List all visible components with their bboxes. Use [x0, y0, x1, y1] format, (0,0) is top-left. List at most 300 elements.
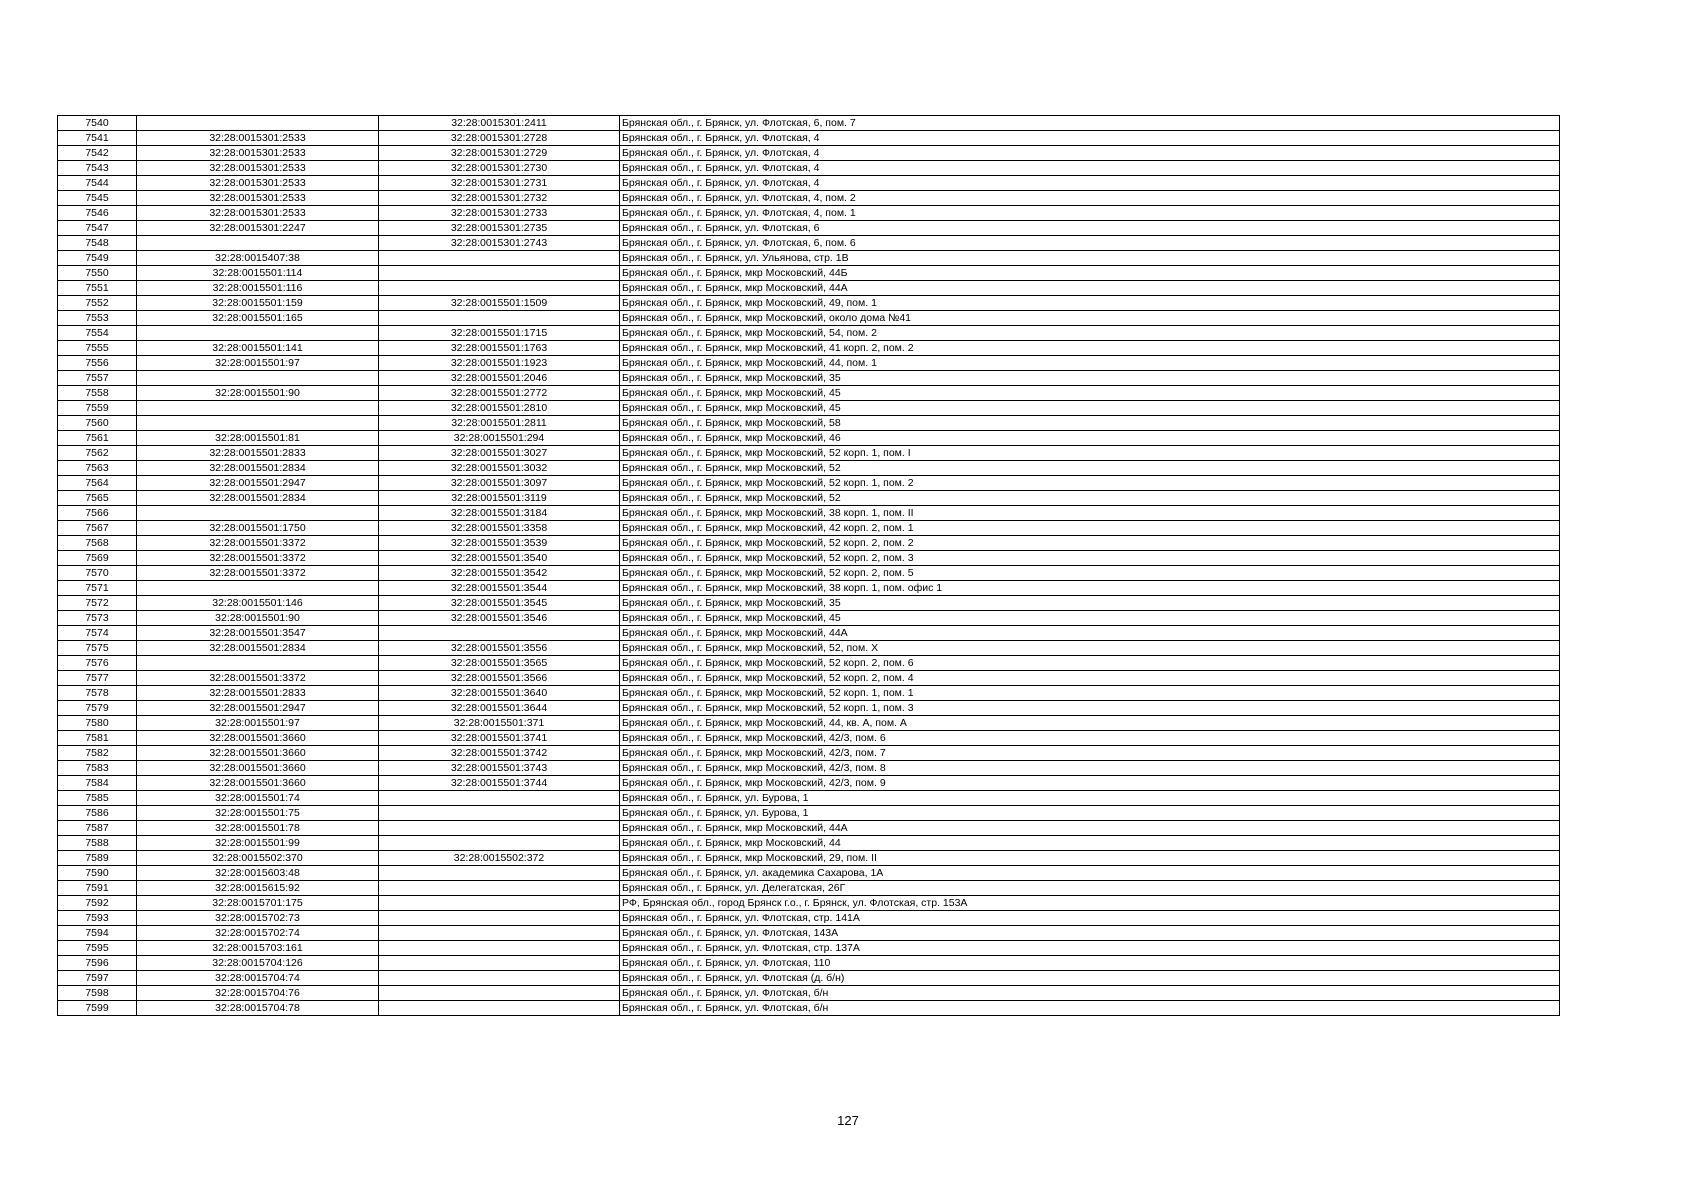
- row-number-cell: 7547: [58, 221, 137, 236]
- row-number-cell: 7552: [58, 296, 137, 311]
- object-number-cell: 32:28:0015501:3742: [379, 746, 620, 761]
- row-number-cell: 7560: [58, 416, 137, 431]
- table-row: [58, 716, 1560, 731]
- parcel-number-cell: 32:28:0015501:3547: [137, 626, 379, 641]
- row-number-cell: 7545: [58, 191, 137, 206]
- address-cell: Брянская обл., г. Брянск, ул. Флотская, 143А: [620, 926, 1560, 941]
- address-cell: Брянская обл., г. Брянск, ул. Бурова, 1: [620, 791, 1560, 806]
- row-number-cell: 7590: [58, 866, 137, 881]
- object-number-cell: 32:28:0015301:2411: [379, 116, 620, 131]
- table-row: [58, 521, 1560, 536]
- object-number-cell: [379, 281, 620, 296]
- address-cell: Брянская обл., г. Брянск, мкр Московский, 46: [620, 431, 1560, 446]
- row-number-cell: 7597: [58, 971, 137, 986]
- table-row: [58, 791, 1560, 806]
- row-number-cell: 7553: [58, 311, 137, 326]
- table-row: [58, 266, 1560, 281]
- address-cell: Брянская обл., г. Брянск, ул. Делегатская, 26Г: [620, 881, 1560, 896]
- object-number-cell: [379, 836, 620, 851]
- address-cell: Брянская обл., г. Брянск, мкр Московский, 44, кв. А, пом. А: [620, 716, 1560, 731]
- row-number-cell: 7567: [58, 521, 137, 536]
- table-row: [58, 251, 1560, 266]
- row-number-cell: 7582: [58, 746, 137, 761]
- object-number-cell: 32:28:0015501:3744: [379, 776, 620, 791]
- address-cell: Брянская обл., г. Брянск, мкр Московский, 44А: [620, 281, 1560, 296]
- row-number-cell: 7554: [58, 326, 137, 341]
- parcel-number-cell: 32:28:0015703:161: [137, 941, 379, 956]
- table-row: [58, 701, 1560, 716]
- parcel-number-cell: 32:28:0015704:74: [137, 971, 379, 986]
- parcel-number-cell: 32:28:0015501:3372: [137, 551, 379, 566]
- address-cell: Брянская обл., г. Брянск, ул. Флотская, 4: [620, 146, 1560, 161]
- table-row: [58, 491, 1560, 506]
- table-row: [58, 446, 1560, 461]
- object-number-cell: 32:28:0015501:3566: [379, 671, 620, 686]
- parcel-number-cell: 32:28:0015301:2533: [137, 191, 379, 206]
- address-cell: Брянская обл., г. Брянск, ул. Флотская, 4: [620, 176, 1560, 191]
- row-number-cell: 7549: [58, 251, 137, 266]
- object-number-cell: 32:28:0015501:3544: [379, 581, 620, 596]
- parcel-number-cell: [137, 581, 379, 596]
- object-number-cell: [379, 266, 620, 281]
- table-row: [58, 851, 1560, 866]
- parcel-number-cell: 32:28:0015501:78: [137, 821, 379, 836]
- address-cell: Брянская обл., г. Брянск, мкр Московский, 54, пом. 2: [620, 326, 1560, 341]
- address-cell: Брянская обл., г. Брянск, ул. Бурова, 1: [620, 806, 1560, 821]
- parcel-number-cell: 32:28:0015701:175: [137, 896, 379, 911]
- address-cell: Брянская обл., г. Брянск, мкр Московский, 38 корп. 1, пом. офис 1: [620, 581, 1560, 596]
- object-number-cell: [379, 866, 620, 881]
- row-number-cell: 7586: [58, 806, 137, 821]
- row-number-cell: 7574: [58, 626, 137, 641]
- object-number-cell: [379, 941, 620, 956]
- row-number-cell: 7571: [58, 581, 137, 596]
- row-number-cell: 7580: [58, 716, 137, 731]
- object-number-cell: 32:28:0015501:3027: [379, 446, 620, 461]
- row-number-cell: 7570: [58, 566, 137, 581]
- object-number-cell: [379, 911, 620, 926]
- parcel-number-cell: 32:28:0015501:97: [137, 716, 379, 731]
- table-row: [58, 281, 1560, 296]
- parcel-number-cell: 32:28:0015501:3372: [137, 671, 379, 686]
- parcel-number-cell: 32:28:0015501:116: [137, 281, 379, 296]
- object-number-cell: 32:28:0015501:1715: [379, 326, 620, 341]
- parcel-number-cell: 32:28:0015501:159: [137, 296, 379, 311]
- table-row: [58, 311, 1560, 326]
- object-number-cell: 32:28:0015501:2810: [379, 401, 620, 416]
- table-row: [58, 461, 1560, 476]
- row-number-cell: 7568: [58, 536, 137, 551]
- address-cell: РФ, Брянская обл., город Брянск г.о., г. Брянск, ул. Флотская, стр. 153А: [620, 896, 1560, 911]
- address-cell: Брянская обл., г. Брянск, мкр Московский, 35: [620, 371, 1560, 386]
- object-number-cell: 32:28:0015501:3546: [379, 611, 620, 626]
- page-number: 127: [837, 1113, 859, 1128]
- address-cell: Брянская обл., г. Брянск, мкр Московский, 42/3, пом. 6: [620, 731, 1560, 746]
- row-number-cell: 7588: [58, 836, 137, 851]
- row-number-cell: 7550: [58, 266, 137, 281]
- table-row: [58, 356, 1560, 371]
- object-number-cell: 32:28:0015501:3184: [379, 506, 620, 521]
- object-number-cell: 32:28:0015501:3565: [379, 656, 620, 671]
- parcel-number-cell: 32:28:0015704:78: [137, 1001, 379, 1016]
- table-row: [58, 746, 1560, 761]
- parcel-number-cell: 32:28:0015501:1750: [137, 521, 379, 536]
- row-number-cell: 7592: [58, 896, 137, 911]
- parcel-number-cell: 32:28:0015501:3660: [137, 776, 379, 791]
- parcel-number-cell: [137, 371, 379, 386]
- parcel-number-cell: 32:28:0015702:74: [137, 926, 379, 941]
- object-number-cell: [379, 971, 620, 986]
- address-cell: Брянская обл., г. Брянск, мкр Московский, 52 корп. 2, пом. 5: [620, 566, 1560, 581]
- parcel-number-cell: [137, 506, 379, 521]
- object-number-cell: [379, 251, 620, 266]
- address-cell: Брянская обл., г. Брянск, мкр Московский, 52 корп. 2, пом. 2: [620, 536, 1560, 551]
- parcel-number-cell: 32:28:0015501:81: [137, 431, 379, 446]
- object-number-cell: 32:28:0015301:2731: [379, 176, 620, 191]
- object-number-cell: [379, 986, 620, 1001]
- table-row: [58, 506, 1560, 521]
- row-number-cell: 7595: [58, 941, 137, 956]
- address-cell: Брянская обл., г. Брянск, ул. Ульянова, стр. 1В: [620, 251, 1560, 266]
- table-row: [58, 146, 1560, 161]
- parcel-number-cell: 32:28:0015501:99: [137, 836, 379, 851]
- parcel-number-cell: 32:28:0015301:2533: [137, 206, 379, 221]
- parcel-number-cell: [137, 236, 379, 251]
- table-row: [58, 821, 1560, 836]
- object-number-cell: 32:28:0015501:2772: [379, 386, 620, 401]
- object-number-cell: [379, 821, 620, 836]
- parcel-number-cell: 32:28:0015501:2834: [137, 461, 379, 476]
- object-number-cell: [379, 956, 620, 971]
- row-number-cell: 7556: [58, 356, 137, 371]
- row-number-cell: 7566: [58, 506, 137, 521]
- row-number-cell: 7551: [58, 281, 137, 296]
- cadastral-table: [57, 115, 1560, 1016]
- address-cell: Брянская обл., г. Брянск, мкр Московский, 52: [620, 491, 1560, 506]
- address-cell: Брянская обл., г. Брянск, ул. Флотская (д. б/н): [620, 971, 1560, 986]
- address-cell: Брянская обл., г. Брянск, мкр Московский, 42 корп. 2, пом. 1: [620, 521, 1560, 536]
- table-row: [58, 656, 1560, 671]
- object-number-cell: 32:28:0015501:3743: [379, 761, 620, 776]
- parcel-number-cell: 32:28:0015502:370: [137, 851, 379, 866]
- row-number-cell: 7558: [58, 386, 137, 401]
- table-row: [58, 371, 1560, 386]
- row-number-cell: 7583: [58, 761, 137, 776]
- table-row: [58, 551, 1560, 566]
- object-number-cell: [379, 881, 620, 896]
- object-number-cell: 32:28:0015501:1923: [379, 356, 620, 371]
- object-number-cell: 32:28:0015501:3644: [379, 701, 620, 716]
- table-row: [58, 986, 1560, 1001]
- table-row: [58, 221, 1560, 236]
- address-cell: Брянская обл., г. Брянск, мкр Московский, 52 корп. 2, пом. 4: [620, 671, 1560, 686]
- address-cell: Брянская обл., г. Брянск, мкр Московский, 41 корп. 2, пом. 2: [620, 341, 1560, 356]
- row-number-cell: 7564: [58, 476, 137, 491]
- parcel-number-cell: 32:28:0015501:141: [137, 341, 379, 356]
- row-number-cell: 7562: [58, 446, 137, 461]
- object-number-cell: 32:28:0015301:2729: [379, 146, 620, 161]
- parcel-number-cell: 32:28:0015301:2533: [137, 161, 379, 176]
- object-number-cell: 32:28:0015301:2730: [379, 161, 620, 176]
- row-number-cell: 7591: [58, 881, 137, 896]
- object-number-cell: 32:28:0015501:3545: [379, 596, 620, 611]
- address-cell: Брянская обл., г. Брянск, мкр Московский, 58: [620, 416, 1560, 431]
- table-row: [58, 176, 1560, 191]
- row-number-cell: 7555: [58, 341, 137, 356]
- address-cell: Брянская обл., г. Брянск, ул. Флотская, стр. 137А: [620, 941, 1560, 956]
- table-row: [58, 191, 1560, 206]
- table-row: [58, 731, 1560, 746]
- table-row: [58, 296, 1560, 311]
- table-row: [58, 911, 1560, 926]
- object-number-cell: [379, 896, 620, 911]
- row-number-cell: 7584: [58, 776, 137, 791]
- address-cell: Брянская обл., г. Брянск, мкр Московский, 52, пом. X: [620, 641, 1560, 656]
- parcel-number-cell: 32:28:0015501:75: [137, 806, 379, 821]
- parcel-number-cell: 32:28:0015301:2533: [137, 131, 379, 146]
- object-number-cell: 32:28:0015301:2728: [379, 131, 620, 146]
- table-row: [58, 971, 1560, 986]
- parcel-number-cell: 32:28:0015501:3372: [137, 566, 379, 581]
- row-number-cell: 7594: [58, 926, 137, 941]
- address-cell: Брянская обл., г. Брянск, ул. Флотская, 4: [620, 161, 1560, 176]
- object-number-cell: 32:28:0015501:2046: [379, 371, 620, 386]
- parcel-number-cell: 32:28:0015702:73: [137, 911, 379, 926]
- object-number-cell: 32:28:0015501:3358: [379, 521, 620, 536]
- row-number-cell: 7576: [58, 656, 137, 671]
- parcel-number-cell: 32:28:0015501:97: [137, 356, 379, 371]
- table-row: [58, 401, 1560, 416]
- object-number-cell: 32:28:0015501:294: [379, 431, 620, 446]
- object-number-cell: 32:28:0015301:2733: [379, 206, 620, 221]
- table-row: [58, 686, 1560, 701]
- row-number-cell: 7546: [58, 206, 137, 221]
- parcel-number-cell: 32:28:0015501:3660: [137, 746, 379, 761]
- table-row: [58, 416, 1560, 431]
- row-number-cell: 7544: [58, 176, 137, 191]
- parcel-number-cell: 32:28:0015501:2947: [137, 476, 379, 491]
- parcel-number-cell: 32:28:0015301:2533: [137, 146, 379, 161]
- table-row: [58, 161, 1560, 176]
- object-number-cell: 32:28:0015501:371: [379, 716, 620, 731]
- table-row: [58, 476, 1560, 491]
- parcel-number-cell: 32:28:0015501:2834: [137, 491, 379, 506]
- object-number-cell: 32:28:0015501:3540: [379, 551, 620, 566]
- object-number-cell: 32:28:0015301:2743: [379, 236, 620, 251]
- address-cell: Брянская обл., г. Брянск, мкр Московский, 49, пом. 1: [620, 296, 1560, 311]
- table-row: [58, 626, 1560, 641]
- parcel-number-cell: 32:28:0015501:2833: [137, 686, 379, 701]
- address-cell: Брянская обл., г. Брянск, мкр Московский, 45: [620, 611, 1560, 626]
- table-row: [58, 596, 1560, 611]
- address-cell: Брянская обл., г. Брянск, мкр Московский, 45: [620, 386, 1560, 401]
- parcel-number-cell: 32:28:0015501:3660: [137, 731, 379, 746]
- address-cell: Брянская обл., г. Брянск, мкр Московский, 52: [620, 461, 1560, 476]
- row-number-cell: 7543: [58, 161, 137, 176]
- table-row: [58, 386, 1560, 401]
- table-row: [58, 671, 1560, 686]
- parcel-number-cell: 32:28:0015615:92: [137, 881, 379, 896]
- table-row: [58, 236, 1560, 251]
- row-number-cell: 7572: [58, 596, 137, 611]
- object-number-cell: 32:28:0015501:3097: [379, 476, 620, 491]
- address-cell: Брянская обл., г. Брянск, мкр Московский, 44А: [620, 626, 1560, 641]
- table-row: [58, 941, 1560, 956]
- object-number-cell: [379, 1001, 620, 1016]
- table-row: [58, 641, 1560, 656]
- table-row: [58, 566, 1560, 581]
- table-row: [58, 341, 1560, 356]
- parcel-number-cell: 32:28:0015603:48: [137, 866, 379, 881]
- table-row: [58, 326, 1560, 341]
- row-number-cell: 7541: [58, 131, 137, 146]
- row-number-cell: 7593: [58, 911, 137, 926]
- address-cell: Брянская обл., г. Брянск, мкр Московский, 29, пом. II: [620, 851, 1560, 866]
- parcel-number-cell: 32:28:0015501:146: [137, 596, 379, 611]
- row-number-cell: 7565: [58, 491, 137, 506]
- parcel-number-cell: 32:28:0015501:3660: [137, 761, 379, 776]
- parcel-number-cell: 32:28:0015501:3372: [137, 536, 379, 551]
- row-number-cell: 7585: [58, 791, 137, 806]
- object-number-cell: 32:28:0015501:3032: [379, 461, 620, 476]
- row-number-cell: 7540: [58, 116, 137, 131]
- address-cell: Брянская обл., г. Брянск, мкр Московский, 52 корп. 1, пом. 3: [620, 701, 1560, 716]
- parcel-number-cell: [137, 401, 379, 416]
- address-cell: Брянская обл., г. Брянск, ул. Флотская, 6, пом. 7: [620, 116, 1560, 131]
- table-row: [58, 131, 1560, 146]
- object-number-cell: [379, 806, 620, 821]
- address-cell: Брянская обл., г. Брянск, ул. Флотская, 4, пом. 1: [620, 206, 1560, 221]
- parcel-number-cell: 32:28:0015501:2947: [137, 701, 379, 716]
- parcel-number-cell: 32:28:0015704:76: [137, 986, 379, 1001]
- row-number-cell: 7557: [58, 371, 137, 386]
- parcel-number-cell: 32:28:0015301:2533: [137, 176, 379, 191]
- address-cell: Брянская обл., г. Брянск, ул. Флотская, 4: [620, 131, 1560, 146]
- address-cell: Брянская обл., г. Брянск, мкр Московский, 52 корп. 1, пом. 2: [620, 476, 1560, 491]
- address-cell: Брянская обл., г. Брянск, ул. Флотская, б/н: [620, 986, 1560, 1001]
- object-number-cell: 32:28:0015501:2811: [379, 416, 620, 431]
- row-number-cell: 7589: [58, 851, 137, 866]
- parcel-number-cell: 32:28:0015407:38: [137, 251, 379, 266]
- table-body: [58, 116, 1560, 1016]
- address-cell: Брянская обл., г. Брянск, мкр Московский, 52 корп. 1, пом. I: [620, 446, 1560, 461]
- address-cell: Брянская обл., г. Брянск, мкр Московский, 52 корп. 2, пом. 3: [620, 551, 1560, 566]
- row-number-cell: 7548: [58, 236, 137, 251]
- object-number-cell: 32:28:0015301:2735: [379, 221, 620, 236]
- object-number-cell: 32:28:0015501:3539: [379, 536, 620, 551]
- parcel-number-cell: 32:28:0015501:90: [137, 611, 379, 626]
- address-cell: Брянская обл., г. Брянск, мкр Московский, 35: [620, 596, 1560, 611]
- table-row: [58, 581, 1560, 596]
- address-cell: Брянская обл., г. Брянск, ул. Флотская, 4, пом. 2: [620, 191, 1560, 206]
- row-number-cell: 7577: [58, 671, 137, 686]
- row-number-cell: 7581: [58, 731, 137, 746]
- address-cell: Брянская обл., г. Брянск, ул. академика Сахарова, 1А: [620, 866, 1560, 881]
- table-row: [58, 431, 1560, 446]
- table-row: [58, 116, 1560, 131]
- address-cell: Брянская обл., г. Брянск, мкр Московский, около дома №41: [620, 311, 1560, 326]
- object-number-cell: [379, 626, 620, 641]
- table-row: [58, 926, 1560, 941]
- parcel-number-cell: [137, 326, 379, 341]
- object-number-cell: 32:28:0015301:2732: [379, 191, 620, 206]
- row-number-cell: 7578: [58, 686, 137, 701]
- address-cell: Брянская обл., г. Брянск, мкр Московский, 52 корп. 2, пом. 6: [620, 656, 1560, 671]
- address-cell: Брянская обл., г. Брянск, ул. Флотская, б/н: [620, 1001, 1560, 1016]
- table-row: [58, 881, 1560, 896]
- object-number-cell: 32:28:0015501:1763: [379, 341, 620, 356]
- object-number-cell: [379, 926, 620, 941]
- address-cell: Брянская обл., г. Брянск, мкр Московский, 44А: [620, 821, 1560, 836]
- address-cell: Брянская обл., г. Брянск, мкр Московский, 44, пом. 1: [620, 356, 1560, 371]
- row-number-cell: 7573: [58, 611, 137, 626]
- object-number-cell: 32:28:0015502:372: [379, 851, 620, 866]
- row-number-cell: 7561: [58, 431, 137, 446]
- table-row: [58, 761, 1560, 776]
- address-cell: Брянская обл., г. Брянск, мкр Московский, 52 корп. 1, пом. 1: [620, 686, 1560, 701]
- object-number-cell: 32:28:0015501:3119: [379, 491, 620, 506]
- table-row: [58, 956, 1560, 971]
- address-cell: Брянская обл., г. Брянск, ул. Флотская, 6, пом. 6: [620, 236, 1560, 251]
- object-number-cell: [379, 311, 620, 326]
- parcel-number-cell: 32:28:0015704:126: [137, 956, 379, 971]
- table-row: [58, 776, 1560, 791]
- parcel-number-cell: [137, 416, 379, 431]
- object-number-cell: 32:28:0015501:3542: [379, 566, 620, 581]
- row-number-cell: 7575: [58, 641, 137, 656]
- object-number-cell: 32:28:0015501:3556: [379, 641, 620, 656]
- parcel-number-cell: 32:28:0015501:90: [137, 386, 379, 401]
- address-cell: Брянская обл., г. Брянск, мкр Московский, 45: [620, 401, 1560, 416]
- address-cell: Брянская обл., г. Брянск, мкр Московский, 42/3, пом. 9: [620, 776, 1560, 791]
- row-number-cell: 7598: [58, 986, 137, 1001]
- object-number-cell: 32:28:0015501:3741: [379, 731, 620, 746]
- table-row: [58, 896, 1560, 911]
- object-number-cell: 32:28:0015501:3640: [379, 686, 620, 701]
- object-number-cell: [379, 791, 620, 806]
- address-cell: Брянская обл., г. Брянск, мкр Московский, 42/3, пом. 8: [620, 761, 1560, 776]
- parcel-number-cell: 32:28:0015501:2834: [137, 641, 379, 656]
- address-cell: Брянская обл., г. Брянск, ул. Флотская, 6: [620, 221, 1560, 236]
- row-number-cell: 7587: [58, 821, 137, 836]
- row-number-cell: 7569: [58, 551, 137, 566]
- address-cell: Брянская обл., г. Брянск, ул. Флотская, стр. 141А: [620, 911, 1560, 926]
- table-row: [58, 206, 1560, 221]
- table-row: [58, 536, 1560, 551]
- table-row: [58, 836, 1560, 851]
- table-row: [58, 611, 1560, 626]
- table-row: [58, 1001, 1560, 1016]
- parcel-number-cell: 32:28:0015501:114: [137, 266, 379, 281]
- address-cell: Брянская обл., г. Брянск, мкр Московский, 44Б: [620, 266, 1560, 281]
- row-number-cell: 7579: [58, 701, 137, 716]
- row-number-cell: 7596: [58, 956, 137, 971]
- row-number-cell: 7559: [58, 401, 137, 416]
- table-row: [58, 866, 1560, 881]
- address-cell: Брянская обл., г. Брянск, ул. Флотская, 110: [620, 956, 1560, 971]
- table-row: [58, 806, 1560, 821]
- parcel-number-cell: [137, 656, 379, 671]
- row-number-cell: 7542: [58, 146, 137, 161]
- object-number-cell: 32:28:0015501:1509: [379, 296, 620, 311]
- row-number-cell: 7563: [58, 461, 137, 476]
- row-number-cell: 7599: [58, 1001, 137, 1016]
- parcel-number-cell: 32:28:0015501:165: [137, 311, 379, 326]
- address-cell: Брянская обл., г. Брянск, мкр Московский, 42/3, пом. 7: [620, 746, 1560, 761]
- parcel-number-cell: [137, 116, 379, 131]
- parcel-number-cell: 32:28:0015301:2247: [137, 221, 379, 236]
- address-cell: Брянская обл., г. Брянск, мкр Московский, 38 корп. 1, пом. II: [620, 506, 1560, 521]
